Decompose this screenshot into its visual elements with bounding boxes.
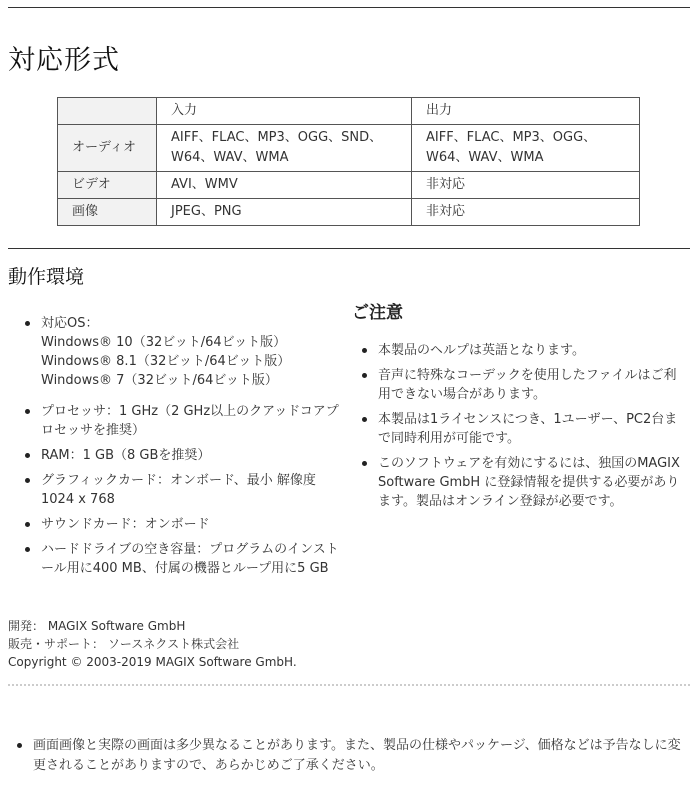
row-input-cell: AIFF、FLAC、MP3、OGG、SND、W64、WAV、WMA [157, 125, 412, 172]
table-row [58, 172, 640, 199]
credits [8, 617, 297, 671]
dotted-divider [8, 684, 690, 686]
table-row [58, 199, 640, 226]
list-item: RAM：1 GB（8 GBを推奨） [25, 446, 345, 465]
list-item: 音声に特殊なコーデックを使用したファイルはご利用できない場合があります。 [362, 366, 689, 404]
list-item: 本製品は1ライセンスにつき、1ユーザー、PC2台まで同時利用が可能です。 [362, 410, 689, 448]
formats-table [57, 97, 640, 226]
row-input-cell: JPEG、PNG [157, 199, 412, 226]
row-output-cell: 非対応 [412, 172, 640, 199]
row-output-cell: 非対応 [412, 199, 640, 226]
os-version: Windows® 8.1（32ビット/64ビット版） [41, 354, 291, 369]
formats-title: 対応形式 [8, 45, 120, 76]
list-item: 本製品のヘルプは英語となります。 [362, 341, 689, 360]
os-version: Windows® 10（32ビット/64ビット版） [41, 335, 287, 350]
list-item: グラフィックカード：オンボード、最小 解像度 1024 x 768 [25, 471, 345, 509]
developer-credit: 開発： MAGIX Software GmbH [8, 619, 186, 633]
row-type-cell: 画像 [58, 199, 157, 226]
os-version: Windows® 7（32ビット/64ビット版） [41, 373, 278, 388]
table-header-row [58, 98, 640, 125]
row-input-cell: AVI、WMV [157, 172, 412, 199]
table-row [58, 125, 640, 172]
top-divider [8, 7, 690, 8]
row-output-cell: AIFF、FLAC、MP3、OGG、W64、WAV、WMA [412, 125, 640, 172]
list-item: 画面画像と実際の画面は多少異なることがあります。また、製品の仕様やパッケージ、価格などは予告なしに変更されることがありますので、あらかじめご了承ください。 [17, 736, 685, 776]
header-output-cell: 出力 [412, 98, 640, 125]
notes-title: ご注意 [352, 303, 403, 323]
distributor-credit: 販売・サポート： ソースネクスト株式会社 [8, 637, 240, 651]
footer-notes [17, 736, 685, 776]
list-item: ハードドライブの空き容量：プログラムのインストール用に400 MB、付属の機器とループ用に5 GB [25, 540, 345, 578]
header-input-cell: 入力 [157, 98, 412, 125]
copyright-notice: Copyright © 2003-2019 MAGIX Software GmbH. [8, 655, 297, 669]
list-item: このソフトウェアを有効にするには、独国のMAGIX Software GmbH に登録情報を提供する必要があります。製品はオンライン登録が必要です。 [362, 454, 689, 511]
notes-list [362, 341, 689, 517]
row-type-cell: オーディオ [58, 125, 157, 172]
section-divider [8, 248, 690, 249]
header-blank-cell [58, 98, 157, 125]
os-label: 対応OS： [41, 316, 99, 331]
requirements-title: 動作環境 [8, 266, 85, 288]
list-item [25, 314, 345, 390]
requirements-list [25, 314, 345, 584]
list-item: プロセッサ：1 GHz（2 GHz以上のクアッドコアプロセッサを推奨） [25, 402, 345, 440]
list-item: サウンドカード：オンボード [25, 515, 345, 534]
row-type-cell: ビデオ [58, 172, 157, 199]
